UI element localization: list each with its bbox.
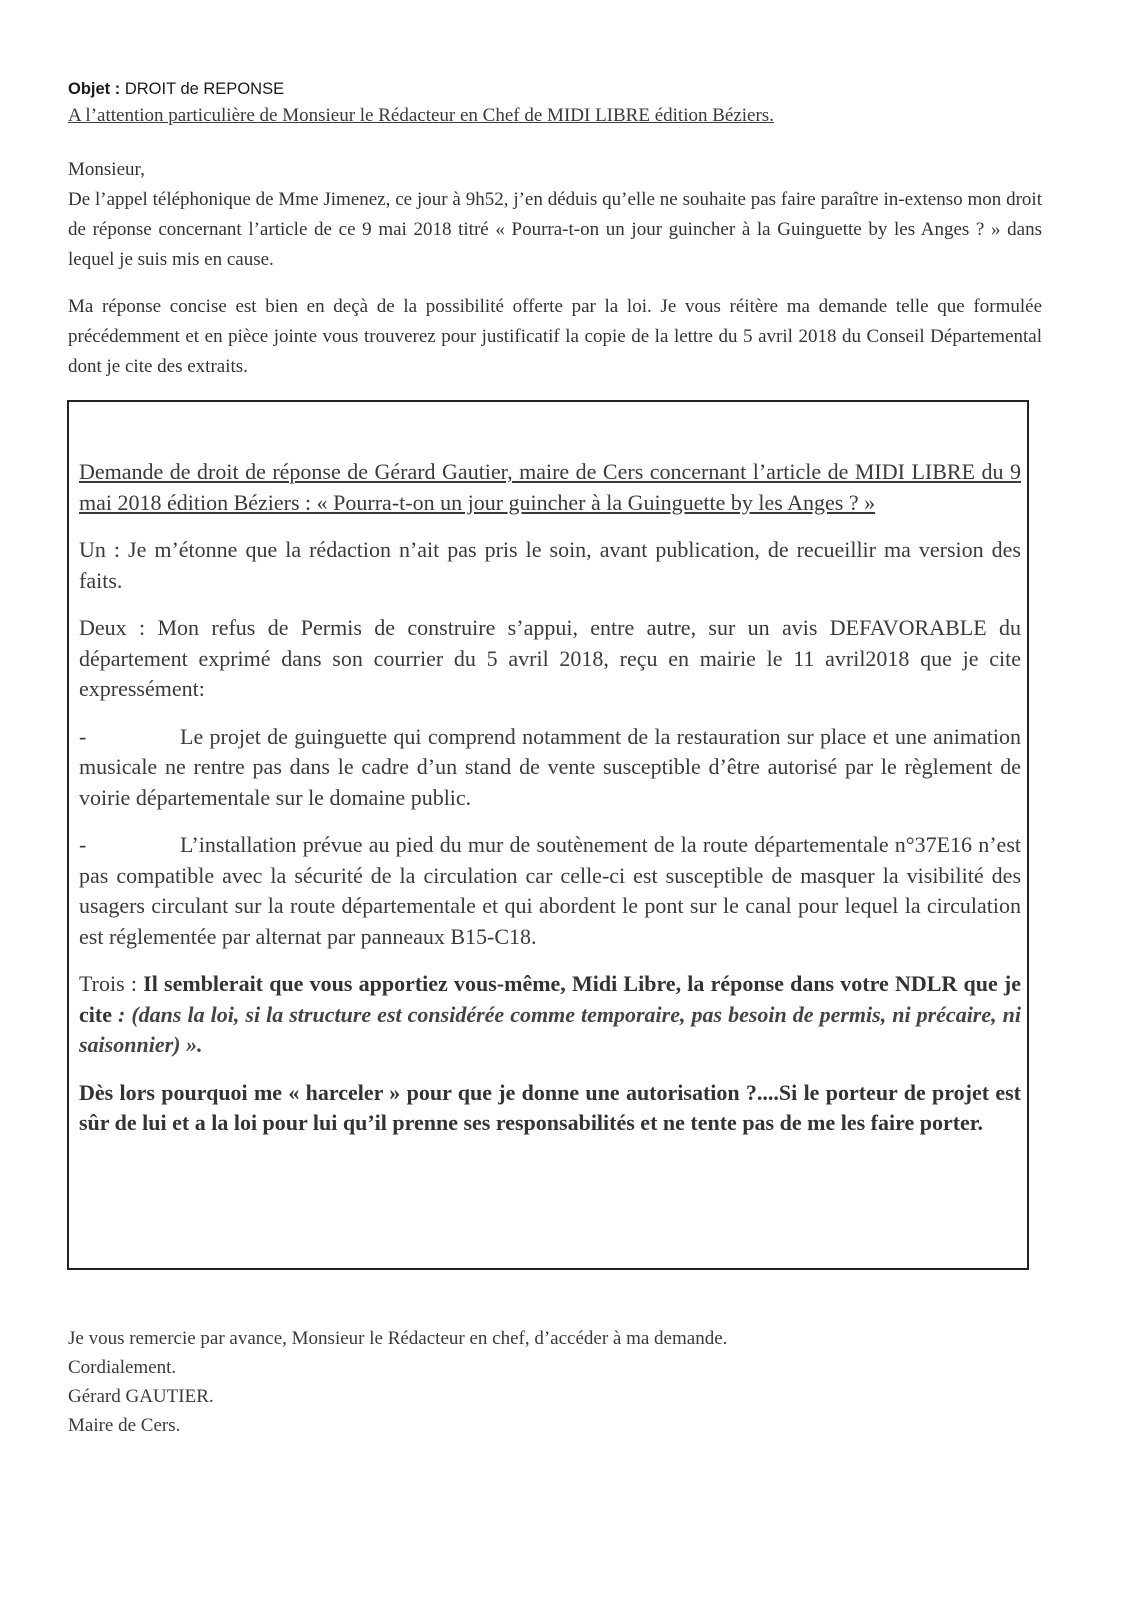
quote-item-2 bbox=[79, 830, 1021, 952]
closing-regards: Cordialement. bbox=[68, 1357, 177, 1378]
signatory-name: Gérard GAUTIER. bbox=[68, 1386, 214, 1407]
paragraph-response-text: Ma réponse concise est bien en deçà de la possibilité offerte par la loi. Je vous réitère ma demande telle que formulée précédemment et en pièce jointe vous trouverez pour justificatif la copie de la lettre du 5 avril 2018 du Conseil Départemental dont je cite des extraits. bbox=[68, 296, 1042, 377]
paragraph-response bbox=[68, 292, 1042, 382]
signatory-title: Maire de Cers. bbox=[68, 1415, 181, 1436]
subject-value: DROIT de REPONSE bbox=[120, 80, 285, 98]
point-trois-bold: Il semblerait que vous apportiez vous-même, Midi Libre, la réponse dans votre NDLR que je cite bbox=[79, 971, 1022, 1027]
conclusion: Dès lors pourquoi me « harceler » pour que je donne une autorisation ?....Si le porteur de projet est sûr de lui et a la loi pour lui qu’il prenne ses responsabilités et ne tente pas de me les faire porter. bbox=[79, 1079, 1021, 1135]
response-box-content bbox=[79, 457, 1021, 1156]
subject-line bbox=[68, 80, 284, 99]
dash-marker: - bbox=[79, 723, 87, 749]
point-trois-label: Trois : bbox=[79, 971, 144, 996]
quote-item-1-text: Le projet de guinguette qui comprend notamment de la restauration sur place et une animation musicale ne rentre pas dans le cadre d’un stand de vente susceptible d’être autorisé par le règlement de voirie départementale sur le domaine public. bbox=[79, 723, 1021, 810]
point-trois-quote: : (dans la loi, si la structure est considérée comme temporaire, pas besoin de permis, ni précaire, ni saisonnier) ». bbox=[79, 1001, 1022, 1057]
closing-block bbox=[68, 1324, 727, 1440]
dash-marker: - bbox=[79, 832, 87, 857]
response-title: Demande de droit de réponse de Gérard Gautier, maire de Cers concernant l’article de MIDI LIBRE du 9 mai 2018 édition Béziers : « Pourra-t-on un jour guincher à la Guinguette by les Anges ? » bbox=[79, 459, 1021, 515]
point-deux: Deux : Mon refus de Permis de construire s’appui, entre autre, sur un avis DEFAVORABLE du département exprimé dans son courrier du 5 avril 2018, reçu en mairie le 11 avril2018 que je cite expressément: bbox=[79, 615, 1021, 701]
response-box bbox=[67, 400, 1029, 1270]
point-trois bbox=[79, 969, 1021, 1061]
attention-line: A l’attention particulière de Monsieur le Rédacteur en Chef de MIDI LIBRE édition Béziers. bbox=[68, 105, 774, 126]
point-un: Un : Je m’étonne que la rédaction n’ait pas pris le soin, avant publication, de recueillir ma version des faits. bbox=[79, 537, 1021, 593]
letter-intro bbox=[68, 155, 1042, 275]
subject-label: Objet : bbox=[68, 80, 121, 98]
closing-thanks: Je vous remercie par avance, Monsieur le Rédacteur en chef, d’accéder à ma demande. bbox=[68, 1328, 728, 1349]
paragraph-phone-call: De l’appel téléphonique de Mme Jimenez, ce jour à 9h52, j’en déduis qu’elle ne souhaite pas faire paraître in-extenso mon droit de réponse concernant l’article de ce 9 mai 2018 titré « Pourra-t-on un jour guincher à la Guinguette by les Anges ? » dans lequel je suis mis en cause. bbox=[68, 189, 1042, 270]
salutation: Monsieur, bbox=[68, 159, 145, 180]
quote-item-1 bbox=[79, 722, 1021, 814]
quote-item-2-text: L’installation prévue au pied du mur de soutènement de la route départementale n°37E16 n’est pas compatible avec la sécurité de la circulation car celle-ci est susceptible de masquer la visibilité des usagers circulant sur la route départementale et qui abordent le pont sur le canal pour lequel la circulation est réglementée par alternat par panneaux B15-C18. bbox=[79, 832, 1021, 949]
